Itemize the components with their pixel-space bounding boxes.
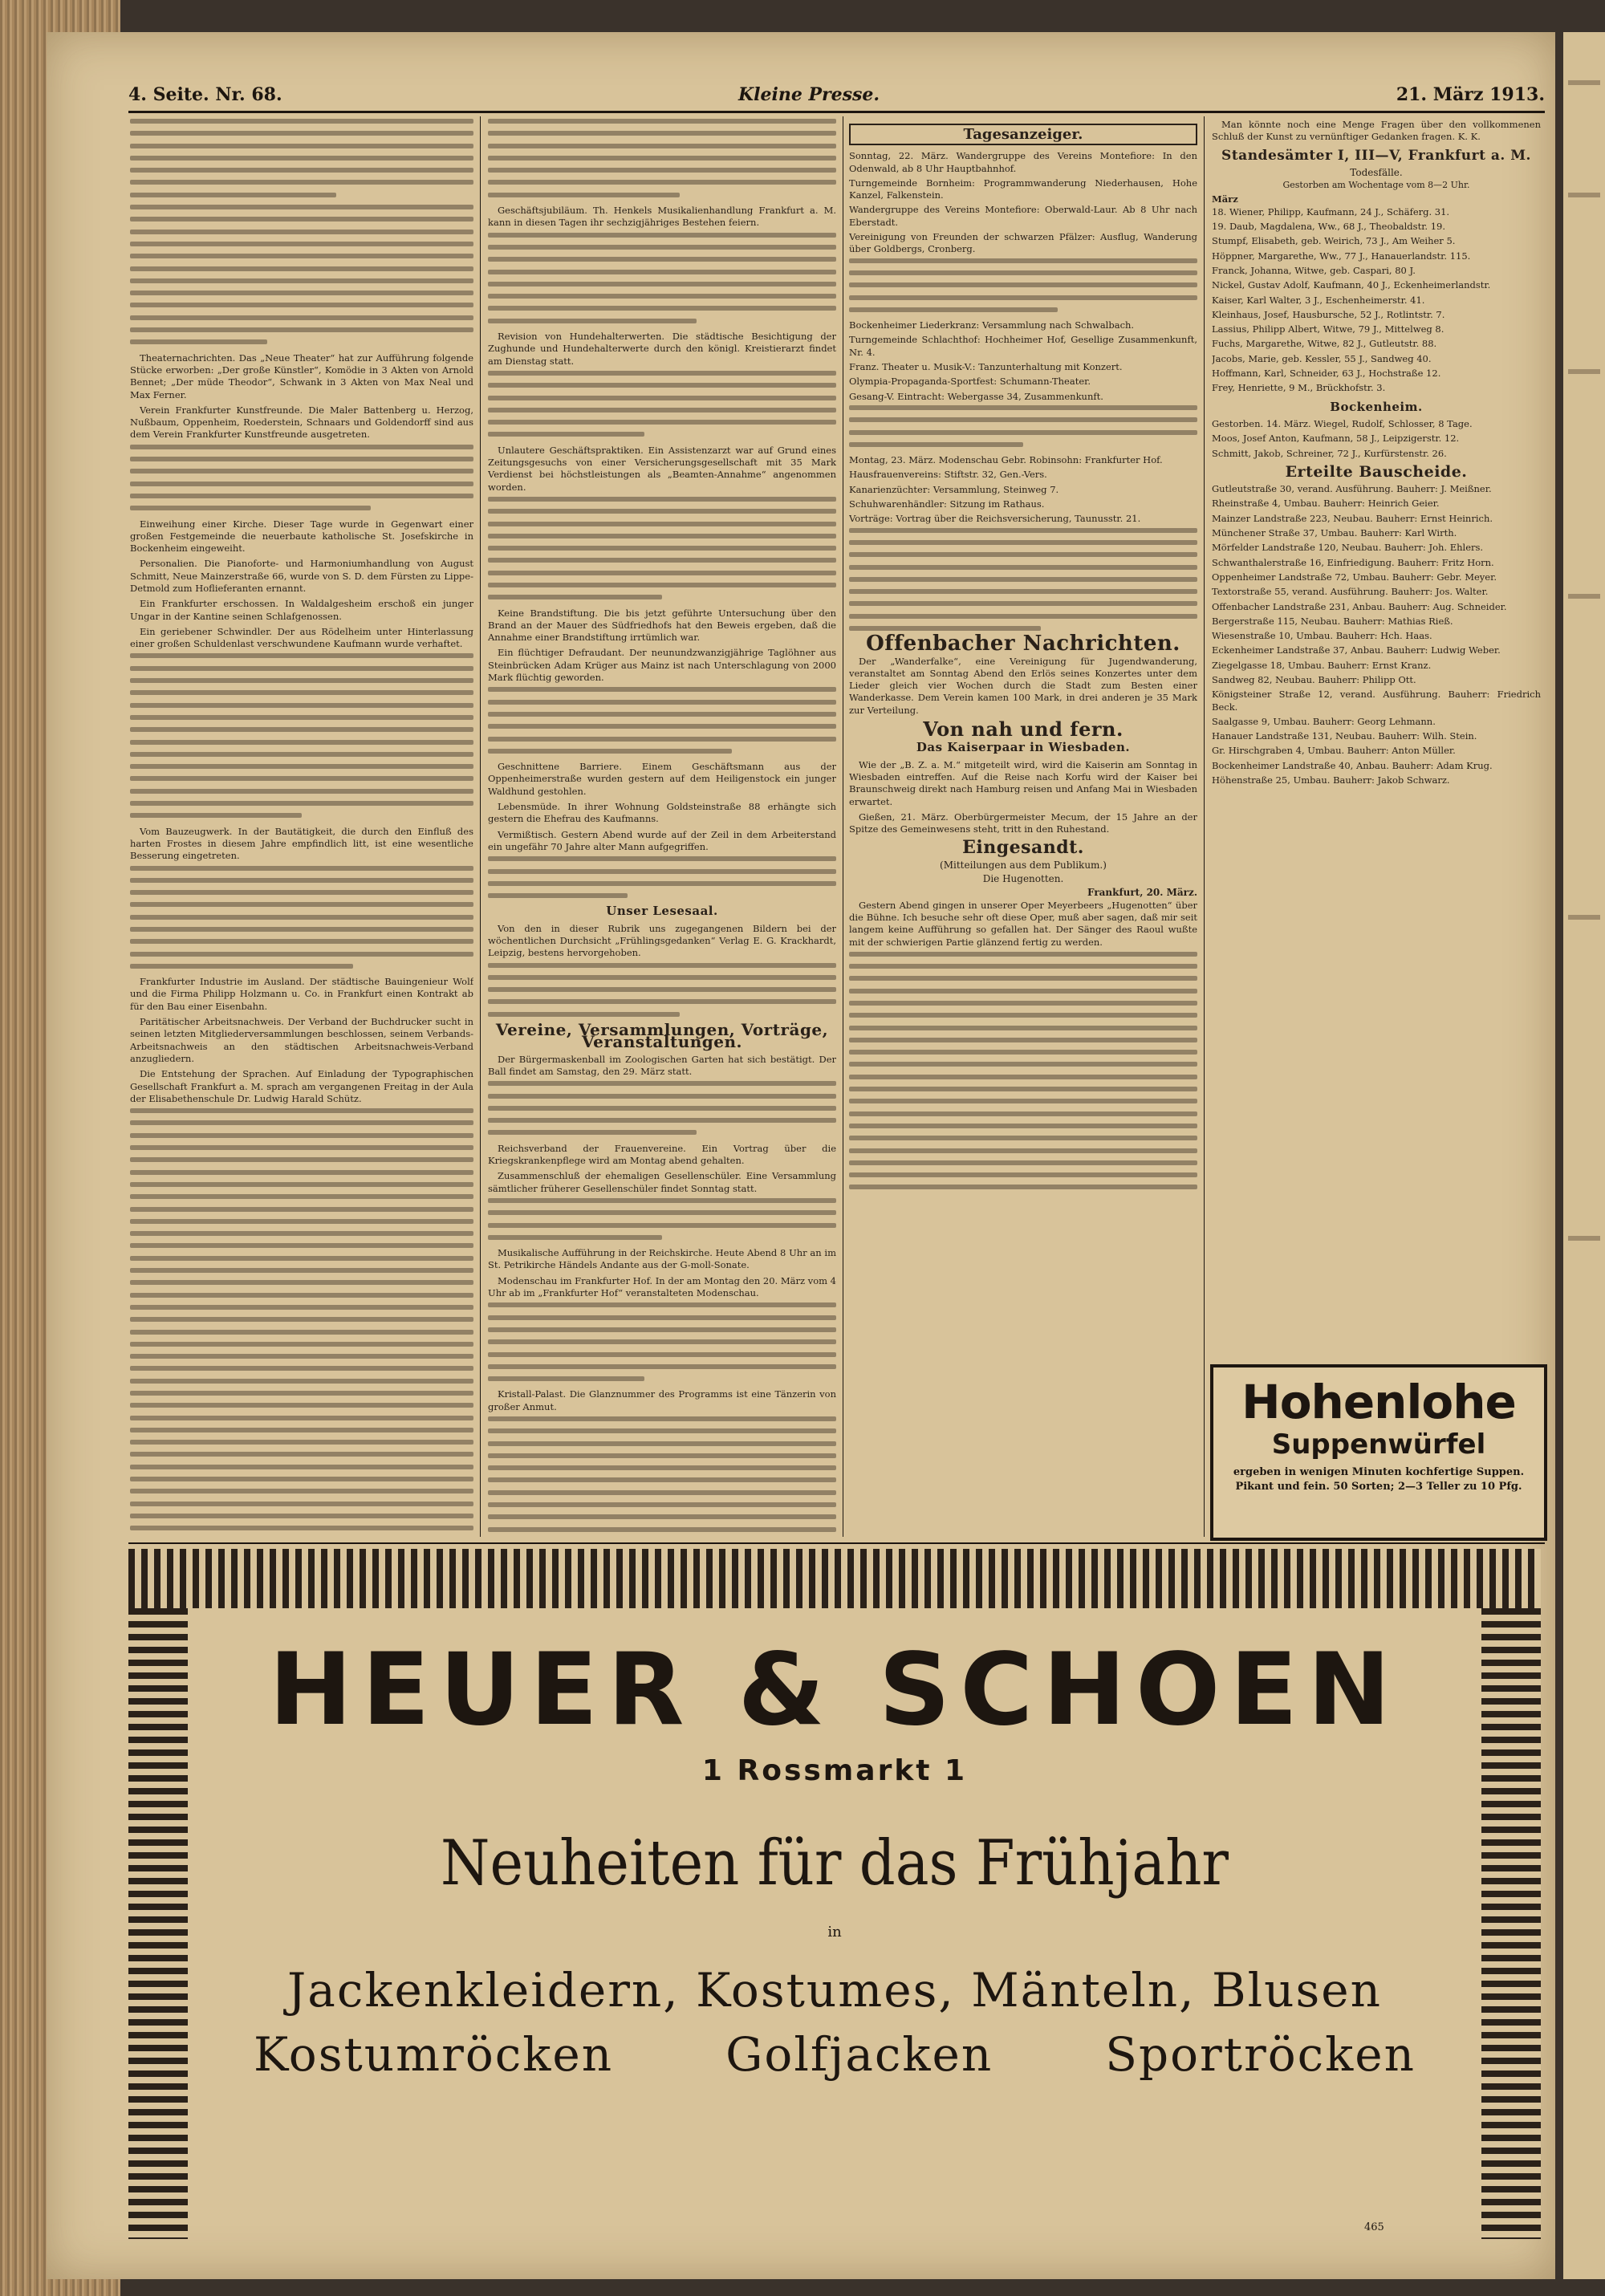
eingesandt-note: Die Hugenotten. [982,873,1064,885]
offenbach-text: Der „Wanderfalke“, eine Vereinigung für Jugendwanderung, veranstaltet am Sonntag Abend den Erlös seines Konzertes unter dem Lieder gleich vier Wochen durch die Stadt zum Besten einer Wanderkasse. Dem Verein kamen 100 Mark, in drei anderen je 35 Mark zur Verteilung. [849,655,1197,716]
verein-item: Musikalische Aufführung in der Reichskirche. Heute Abend 8 Uhr an im St. Petrikirche Händels Andante aus der G-moll-Sonate. [488,1247,836,1271]
tages-entry: Gesang-V. Eintracht: Webergasse 34, Zusammenkunft. [849,390,1103,402]
hohenlohe-description: ergeben in wenigen Minuten kochfertige Suppen. Pikant und fein. 50 Sorten; 2—3 Teller zu 10 Pfg. [1233,1466,1525,1493]
bau-entry: Bergerstraße 115, Neubau. Bauherr: Mathias Rieß. [1212,615,1453,627]
article-theater: Theaternachrichten. Das „Neue Theater“ hat zur Aufführung folgende Stücke erworben: „Der große Künstler“, Komödie in 3 Akten von Arnold Bennet; „Der müde Theodor“, Schwank in 3 Akten von Max Neal und Max Ferner. [130,352,473,400]
bau-entry: Hanauer Landstraße 131, Neubau. Bauherr: Wilh. Stein. [1212,730,1477,742]
death-entry: Kleinhaus, Josef, Hausbursche, 52 J., Rotlintstr. 7. [1212,308,1445,320]
bau-entry: Bockenheimer Landstraße 40, Anbau. Bauherr: Adam Krug. [1212,759,1493,771]
death-entry: Kaiser, Karl Walter, 3 J., Eschenheimerstr. 41. [1212,294,1425,306]
bau-entry: Königsteiner Straße 12, verand. Ausführung. Bauherr: Friedrich Beck. [1212,689,1541,713]
article-sprachen: Die Entstehung der Sprachen. Auf Einladung der Typographischen Gesellschaft Frankfurt a. M. sprach am vergangenen Freitag in der Aula der Elisabethenschule Dr. Ludwig Harald Schütz. [130,1068,473,1104]
ad-slogan: Neuheiten für das Frühjahr [441,1827,1229,1900]
death-entry: Fuchs, Margarethe, Witwe, 82 J., Gutleutstr. 88. [1212,338,1437,350]
ad-products-line-2 [197,2027,1472,2082]
article-erschossen: Ein Frankfurter erschossen. In Waldalgesheim erschoß ein junger Ungar in der Kantine seinen Schlafgenossen. [130,598,473,622]
bau-entry: Ziegelgasse 18, Umbau. Bauherr: Ernst Kranz. [1212,659,1432,671]
ad-product-kostumroecken: Kostumröcken [254,2027,614,2082]
header-masthead: Kleine Presse. [738,84,880,105]
bau-entry: Eckenheimer Landstraße 37, Anbau. Bauherr: Ludwig Weber. [1212,644,1501,656]
bau-entry: Oppenheimer Landstraße 72, Umbau. Bauherr: Gebr. Meyer. [1212,571,1497,583]
article-defraudant: Ein flüchtiger Defraudant. Der neunundzwanzigjährige Taglöhner aus Steinbrücken Adam Krüger aus Mainz ist nach Unterschlagung von 2000 Mark flüchtig geworden. [488,647,836,684]
bau-entry: Schwanthalerstraße 16, Einfriedigung. Bauherr: Fritz Horn. [1212,556,1494,568]
header-date: 21. März 1913. [1396,84,1545,105]
hohenlohe-title: Hohenlohe [1241,1375,1516,1429]
article-praktiken: Unlautere Geschäftspraktiken. Ein Assistenzarzt war auf Grund eines Zeitungsgesuchs von einer Versicherungsgesellschaft mit 35 Mark Verdienst bei höchstleistungen als „Beamten-Annahme“ angenommen worden. [488,444,836,493]
tages-entry: Turngemeinde Bornheim: Programmwanderung Niederhausen, Hohe Kanzel, Falkenstein. [849,177,1197,201]
article-lebensmuede: Lebensmüde. In ihrer Wohnung Goldsteinstraße 88 erhängte sich gestern die Ehefrau des Kaufmanns. [488,801,836,825]
bau-entry: Offenbacher Landstraße 231, Anbau. Bauherr: Aug. Schneider. [1212,600,1507,612]
death-entry: 18. Wiener, Philipp, Kaufmann, 24 J., Schäferg. 31. [1212,205,1450,217]
tages-entry: Kanarienzüchter: Versammlung, Steinweg 7. [849,483,1059,495]
bockenheim-entry: Moos, Josef Anton, Kaufmann, 58 J., Leipzigerstr. 12. [1212,433,1460,445]
tages-entry: Schuhwarenhändler: Sitzung im Rathaus. [849,498,1045,510]
tages-entry: Vorträge: Vortrag über die Reichsversicherung, Taunusstr. 21. [849,513,1141,525]
column-notices [488,119,836,1535]
column-rule [1204,116,1205,1537]
death-entry: 19. Daub, Magdalena, Ww., 68 J., Theobaldstr. 19. [1212,221,1446,233]
standesamt-subheading: Todesfälle. [1350,166,1403,178]
header-rule [128,111,1545,113]
article-kunstfreunde: Verein Frankfurter Kunstfreunde. Die Maler Battenberg u. Herzog, Nußbaum, Oppenheim, Roederstein, Schnaars und Goldendorff sind aus dem Verein Frankfurter Kunstfreunde ausgetreten. [130,404,473,441]
article-arbeitsnachweis: Paritätischer Arbeitsnachweis. Der Verband der Buchdrucker sucht in seinen letzten Mitgliederversammlungen beschlossen, seinem Verbands-Arbeitsnachweis an den städtischen Arbeitsnachweis-Verband anzugliedern. [130,1016,473,1064]
death-entry: Franck, Johanna, Witwe, geb. Caspari, 80 J. [1212,264,1416,276]
verein-item: Der Bürgermaskenball im Zoologischen Garten hat sich bestätigt. Der Ball findet am Samstag, den 29. März statt. [488,1053,836,1077]
standesamt-heading: Standesämter I, III—V, Frankfurt a. M. [1221,147,1531,164]
tages-entry: Sonntag, 22. März. Wandergruppe des Vereins Montefiore: In den Odenwald, ab 8 Uhr Hauptbahnhof. [849,150,1197,174]
nah-fern-subheading: Das Kaiserpaar in Wiesbaden. [916,740,1131,755]
ad-border-stripes-right [1481,1608,1541,2239]
article-bauzeugwerk: Vom Bauzeugwerk. In der Bautätigkeit, die durch den Einfluß des harten Frostes in diesem Jahre empfindlich litt, ist eine wesentliche Besserung eingetreten. [130,825,473,862]
bau-entry: Münchener Straße 37, Umbau. Bauherr: Karl Wirth. [1212,527,1457,539]
tagesanzeiger-title: Tagesanzeiger. [849,124,1197,145]
giessen-text: Gießen, 21. März. Oberbürgermeister Mecum, der 15 Jahre an der Spitze des Gemeinwesens steht, tritt in den Ruhestand. [849,811,1197,835]
column-tagesanzeiger [849,119,1197,1535]
bau-entry: Rheinstraße 4, Umbau. Bauherr: Heinrich Geier. [1212,498,1440,510]
page-header [128,84,1545,108]
tages-entry: Vereinigung von Freunden der schwarzen Pfälzer: Ausflug, Wanderung über Goldbergs, Cronberg. [849,231,1197,255]
bauscheide-heading: Erteilte Bauscheide. [1285,462,1468,481]
bau-entry: Mainzer Landstraße 223, Neubau. Bauherr: Ernst Heinrich. [1212,512,1493,524]
column-local-news [130,119,473,1535]
death-entry: Jacobs, Marie, geb. Kessler, 55 J., Sandweg 40. [1212,352,1432,364]
ad-product-sportroecken: Sportröcken [1105,2027,1416,2082]
death-entry: Frey, Henriette, 9 M., Brückhofstr. 3. [1212,382,1386,394]
verein-item: Modenschau im Frankfurter Hof. In der am Montag den 20. März vom 4 Uhr ab im „Frankfurter Hof“ veranstalteten Modenschau. [488,1274,836,1299]
tages-entry: Wandergruppe des Vereins Montefiore: Oberwald-Laur. Ab 8 Uhr nach Eberstadt. [849,204,1197,228]
bau-entry: Saalgasse 9, Umbau. Bauherr: Georg Lehmann. [1212,715,1436,727]
verein-item: Zusammenschluß der ehemaligen Gesellenschüler. Eine Versammlung sämtlicher früherer Gesellenschüler findet Sonntag statt. [488,1170,836,1194]
death-entry: Höppner, Margarethe, Ww., 77 J., Hanauerlandstr. 115. [1212,250,1471,262]
heuer-schoen-advertisement [128,1549,1541,2239]
eingesandt-text: Gestern Abend gingen in unserer Oper Meyerbeers „Hugenotten“ über die Bühne. Ich besuche sehr oft diese Oper, muß aber sagen, daß mir seit langem keine Aufführung so gefallen hat. Der Sänger des Raoul wußte mit der schwierigen Partie glänzend fertig zu werden. [849,899,1197,948]
ad-in-word: in [827,1924,842,1940]
next-page-sliver [1563,32,1605,2279]
bockenheim-entry: Schmitt, Jakob, Schreiner, 72 J., Kurfürstenstr. 26. [1212,447,1447,459]
nah-fern-text: Wie der „B. Z. a. M.“ mitgeteilt wird, wird die Kaiserin am Sonntag in Wiesbaden eintreffen. Auf die Reise nach Korfu wird der Kaiser bei Braunschweig direkt nach Hamburg reisen und Anfang Mai in Wiesbaden erwartet. [849,758,1197,807]
ad-content [197,1618,1472,2239]
bockenheim-heading: Bockenheim. [1330,399,1423,414]
tages-entry: Bockenheimer Liederkranz: Versammlung nach Schwalbach. [849,319,1135,331]
hohenlohe-advertisement [1210,1364,1547,1541]
tages-entry: Franz. Theater u. Musik-V.: Tanzunterhaltung mit Konzert. [849,361,1123,373]
article-schwindler: Ein geriebener Schwindler. Der aus Rödelheim unter Hinterlassung einer großen Schuldenlast verschwundene Kaufmann wurde verhaftet. [130,625,473,650]
lesesaal-heading: Unser Lesesaal. [606,904,718,919]
column4-intro: Man könnte noch eine Menge Fragen über den vollkommenen Schluß der Kunst zu vernünftiger Gedanken fragen. K. K. [1212,119,1541,143]
bau-entry: Mörfelder Landstraße 120, Neubau. Bauherr: Joh. Ehlers. [1212,542,1484,554]
ad-company-name: HEUER & SCHOEN [269,1632,1400,1748]
article-industrie: Frankfurter Industrie im Ausland. Der städtische Bauingenieur Wolf und die Firma Philipp Holzmann u. Co. in Frankfurt einen Kontrakt ab für den Bau einer Eisenbahn. [130,976,473,1012]
article-vermisst: Vermißtisch. Gestern Abend wurde auf der Zeil in dem Arbeiterstand ein ungefähr 70 Jahre alter Mann aufgegriffen. [488,828,836,852]
lesesaal-text: Von den in dieser Rubrik uns zugegangenen Bildern bei der wöchentlichen Durchsicht „Frühlingsgedanken“ Verlag E. G. Krackhardt, Leipzig, bestens hervorgehoben. [488,922,836,959]
page-number: 465 [1364,2221,1384,2233]
death-entry: Hoffmann, Karl, Schneider, 63 J., Hochstraße 12. [1212,368,1441,380]
offenbach-heading: Offenbacher Nachrichten. [866,632,1180,656]
vereine-heading: Vereine, Versammlungen, Vorträge, Veranstaltungen. [495,1020,829,1052]
hohenlohe-subtitle: Suppenwürfel [1271,1428,1486,1461]
article-hunde: Revision von Hundehalterwerten. Die städtische Besichtigung der Zughunde und Hundehalterwerte durch den königl. Kreistierarzt findet am Dienstag statt. [488,331,836,367]
tages-entry: Olympia-Propaganda-Sportfest: Schumann-Theater. [849,376,1091,388]
tages-entry: Hausfrauenvereins: Stiftstr. 32, Gen.-Vers. [849,469,1047,481]
death-entry: Lassius, Philipp Albert, Witwe, 79 J., Mittelweg 8. [1212,323,1444,335]
ad-border-stripes-top [128,1549,1541,1608]
column-rule [480,116,481,1537]
bau-entry: Höhenstraße 25, Umbau. Bauherr: Jakob Schwarz. [1212,774,1450,786]
bau-entry: Textorstraße 55, verand. Ausführung. Bauherr: Jos. Walter. [1212,586,1489,598]
nah-fern-heading: Von nah und fern. [923,717,1124,742]
bau-entry: Wiesenstraße 10, Umbau. Bauherr: Hch. Haas. [1212,630,1432,642]
standesamt-note: Gestorben am Wochentage vom 8—2 Uhr. [1282,180,1470,191]
bau-entry: Gutleutstraße 30, verand. Ausführung. Bauherr: J. Meißner. [1212,483,1492,495]
column-standesamt [1212,119,1541,1355]
standesamt-month: März [1212,193,1238,205]
bau-entry: Gr. Hirschgraben 4, Umbau. Bauherr: Anton Müller. [1212,745,1456,757]
bockenheim-entry: Gestorben. 14. März. Wiegel, Rudolf, Schlosser, 8 Tage. [1212,417,1473,429]
tages-entry: Turngemeinde Schlachthof: Hochheimer Hof, Gesellige Zusammenkunft, Nr. 4. [849,334,1197,358]
tages-entry: Montag, 23. März. Modenschau Gebr. Robinsohn: Frankfurter Hof. [849,454,1163,466]
article-personalien: Personalien. Die Pianoforte- und Harmoniumhandlung von August Schmitt, Neue Mainzerstraße 66, wurde von S. D. dem Fürsten zu Lippe-Detmold zum Hoflieferanten ernannt. [130,558,473,594]
verein-item: Reichsverband der Frauenvereine. Ein Vortrag über die Kriegskrankenpflege wird am Montag abend gehalten. [488,1142,836,1167]
eingesandt-subheading: (Mitteilungen aus dem Publikum.) [940,859,1107,871]
article-kirche: Einweihung einer Kirche. Dieser Tage wurde in Gegenwart einer großen Festgemeinde die neuerbaute katholische St. Josefskirche in Bockenheim eingeweiht. [130,518,473,555]
ad-address: 1 Rossmarkt 1 [701,1754,968,1787]
header-page-label: 4. Seite. Nr. 68. [128,84,282,105]
death-entry: Stumpf, Elisabeth, geb. Weirich, 73 J., Am Weiher 5. [1212,235,1456,247]
verein-item: Kristall-Palast. Die Glanznummer des Programms ist eine Tänzerin von großer Anmut. [488,1388,836,1412]
ad-products-line-1: Jackenkleidern, Kostumes, Mänteln, Blusen [287,1963,1382,2018]
eingesandt-heading: Eingesandt. [962,837,1084,859]
ad-border-stripes-left [128,1608,188,2239]
bau-entry: Sandweg 82, Neubau. Bauherr: Philipp Ott. [1212,673,1416,685]
article-barriere: Geschnittene Barriere. Einem Geschäftsmann aus der Oppenheimerstraße wurden gestern auf dem Heiligenstock ein junger Waldhund gestohlen. [488,761,836,797]
death-entry: Nickel, Gustav Adolf, Kaufmann, 40 J., Eckenheimerlandstr. [1212,279,1491,291]
ad-product-golfjacken: Golfjacken [725,2027,993,2082]
article-brand: Keine Brandstiftung. Die bis jetzt geführte Untersuchung über den Brand an der Mauer des Südfriedhofs hat den Beweis ergeben, daß die Annahme einer Brandstiftung irrtümlich war. [488,607,836,644]
eingesandt-date: Frankfurt, 20. März. [1087,887,1197,899]
ad-separator-rule [128,1542,1545,1544]
article-jubilaeum: Geschäftsjubiläum. Th. Henkels Musikalienhandlung Frankfurt a. M. kann in diesen Tagen ihr sechzigjähriges Bestehen feiern. [488,205,836,229]
